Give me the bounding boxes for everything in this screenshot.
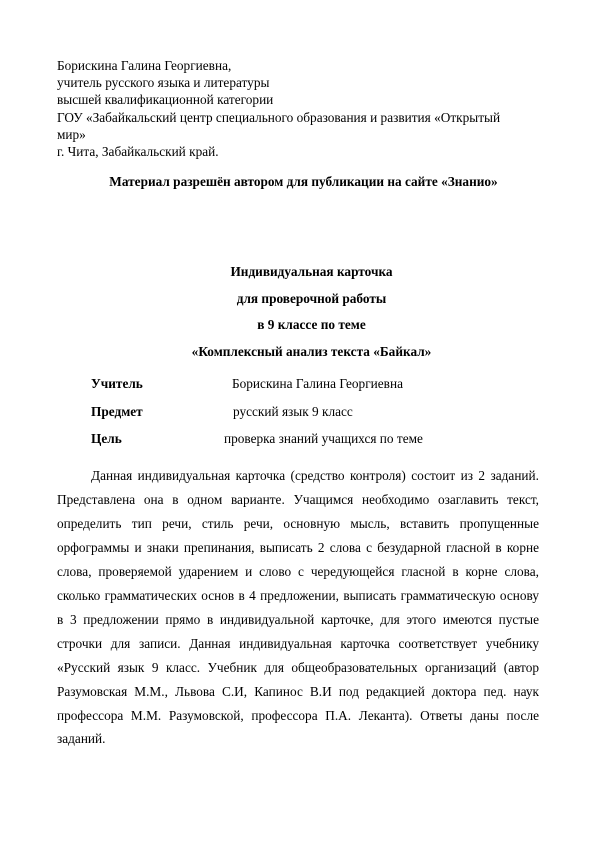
- goal-value: проверка знаний учащихся по теме: [224, 431, 423, 446]
- subject-value: русский язык 9 класс: [233, 404, 353, 419]
- subject-label: Предмет: [91, 404, 143, 419]
- card-title-line3: в 9 классе по теме: [257, 317, 366, 333]
- card-title-line4: «Комплексный анализ текста «Байкал»: [191, 344, 432, 360]
- author-name: Борискина Галина Георгиевна,: [57, 58, 232, 73]
- teacher-value: Борискина Галина Георгиевна: [232, 376, 403, 391]
- teacher-label: Учитель: [91, 376, 143, 391]
- description-paragraph: Данная индивидуальная карточка (средство контроля) состоит из 2 заданий. Представлена она в одном варианте. Учащимся необходимо озаглавить текст, определить тип речи, стиль речи, основную мысль, вставить пропущенные орфограммы и знаки препинания, выписать 2 слова с безударной гласной в корне слова, проверяемой ударением и слово с чередующейся гласной в корне слова, сколько грамматических основ в 4 предложении, выписать грамматическую основу в 3 предложении прямо в индивидуальной карточке, для этого имеются пустые строчки для записи. Данная индивидуальная карточка соответствует учебнику «Русский язык 9 класс. Учебник для общеобразовательных организаций (автор Разумовская М.М., Львова С.И, Капинос В.И под редакцией доктора пед. наук профессора М.М. Разумовской, профессора П.А. Леканта). Ответы даны после заданий.: [57, 468, 539, 747]
- card-title-line2: для проверочной работы: [236, 290, 387, 306]
- goal-label: Цель: [91, 431, 122, 446]
- card-title-line1: Индивидуальная карточка: [230, 264, 393, 279]
- author-category: высшей квалификационной категории: [57, 92, 274, 108]
- author-location: г. Чита, Забайкальский край.: [57, 144, 219, 160]
- publication-permission: Материал разрешён автором для публикации на сайте «Знанио»: [109, 174, 498, 189]
- author-position: учитель русского языка и литературы: [57, 75, 270, 91]
- author-block: [57, 57, 537, 160]
- author-organization-line1: ГОУ «Забайкальский центр специального образования и развития «Открытый: [57, 109, 501, 125]
- card-title-block: [0, 263, 595, 370]
- author-organization-line2: мир»: [57, 126, 86, 142]
